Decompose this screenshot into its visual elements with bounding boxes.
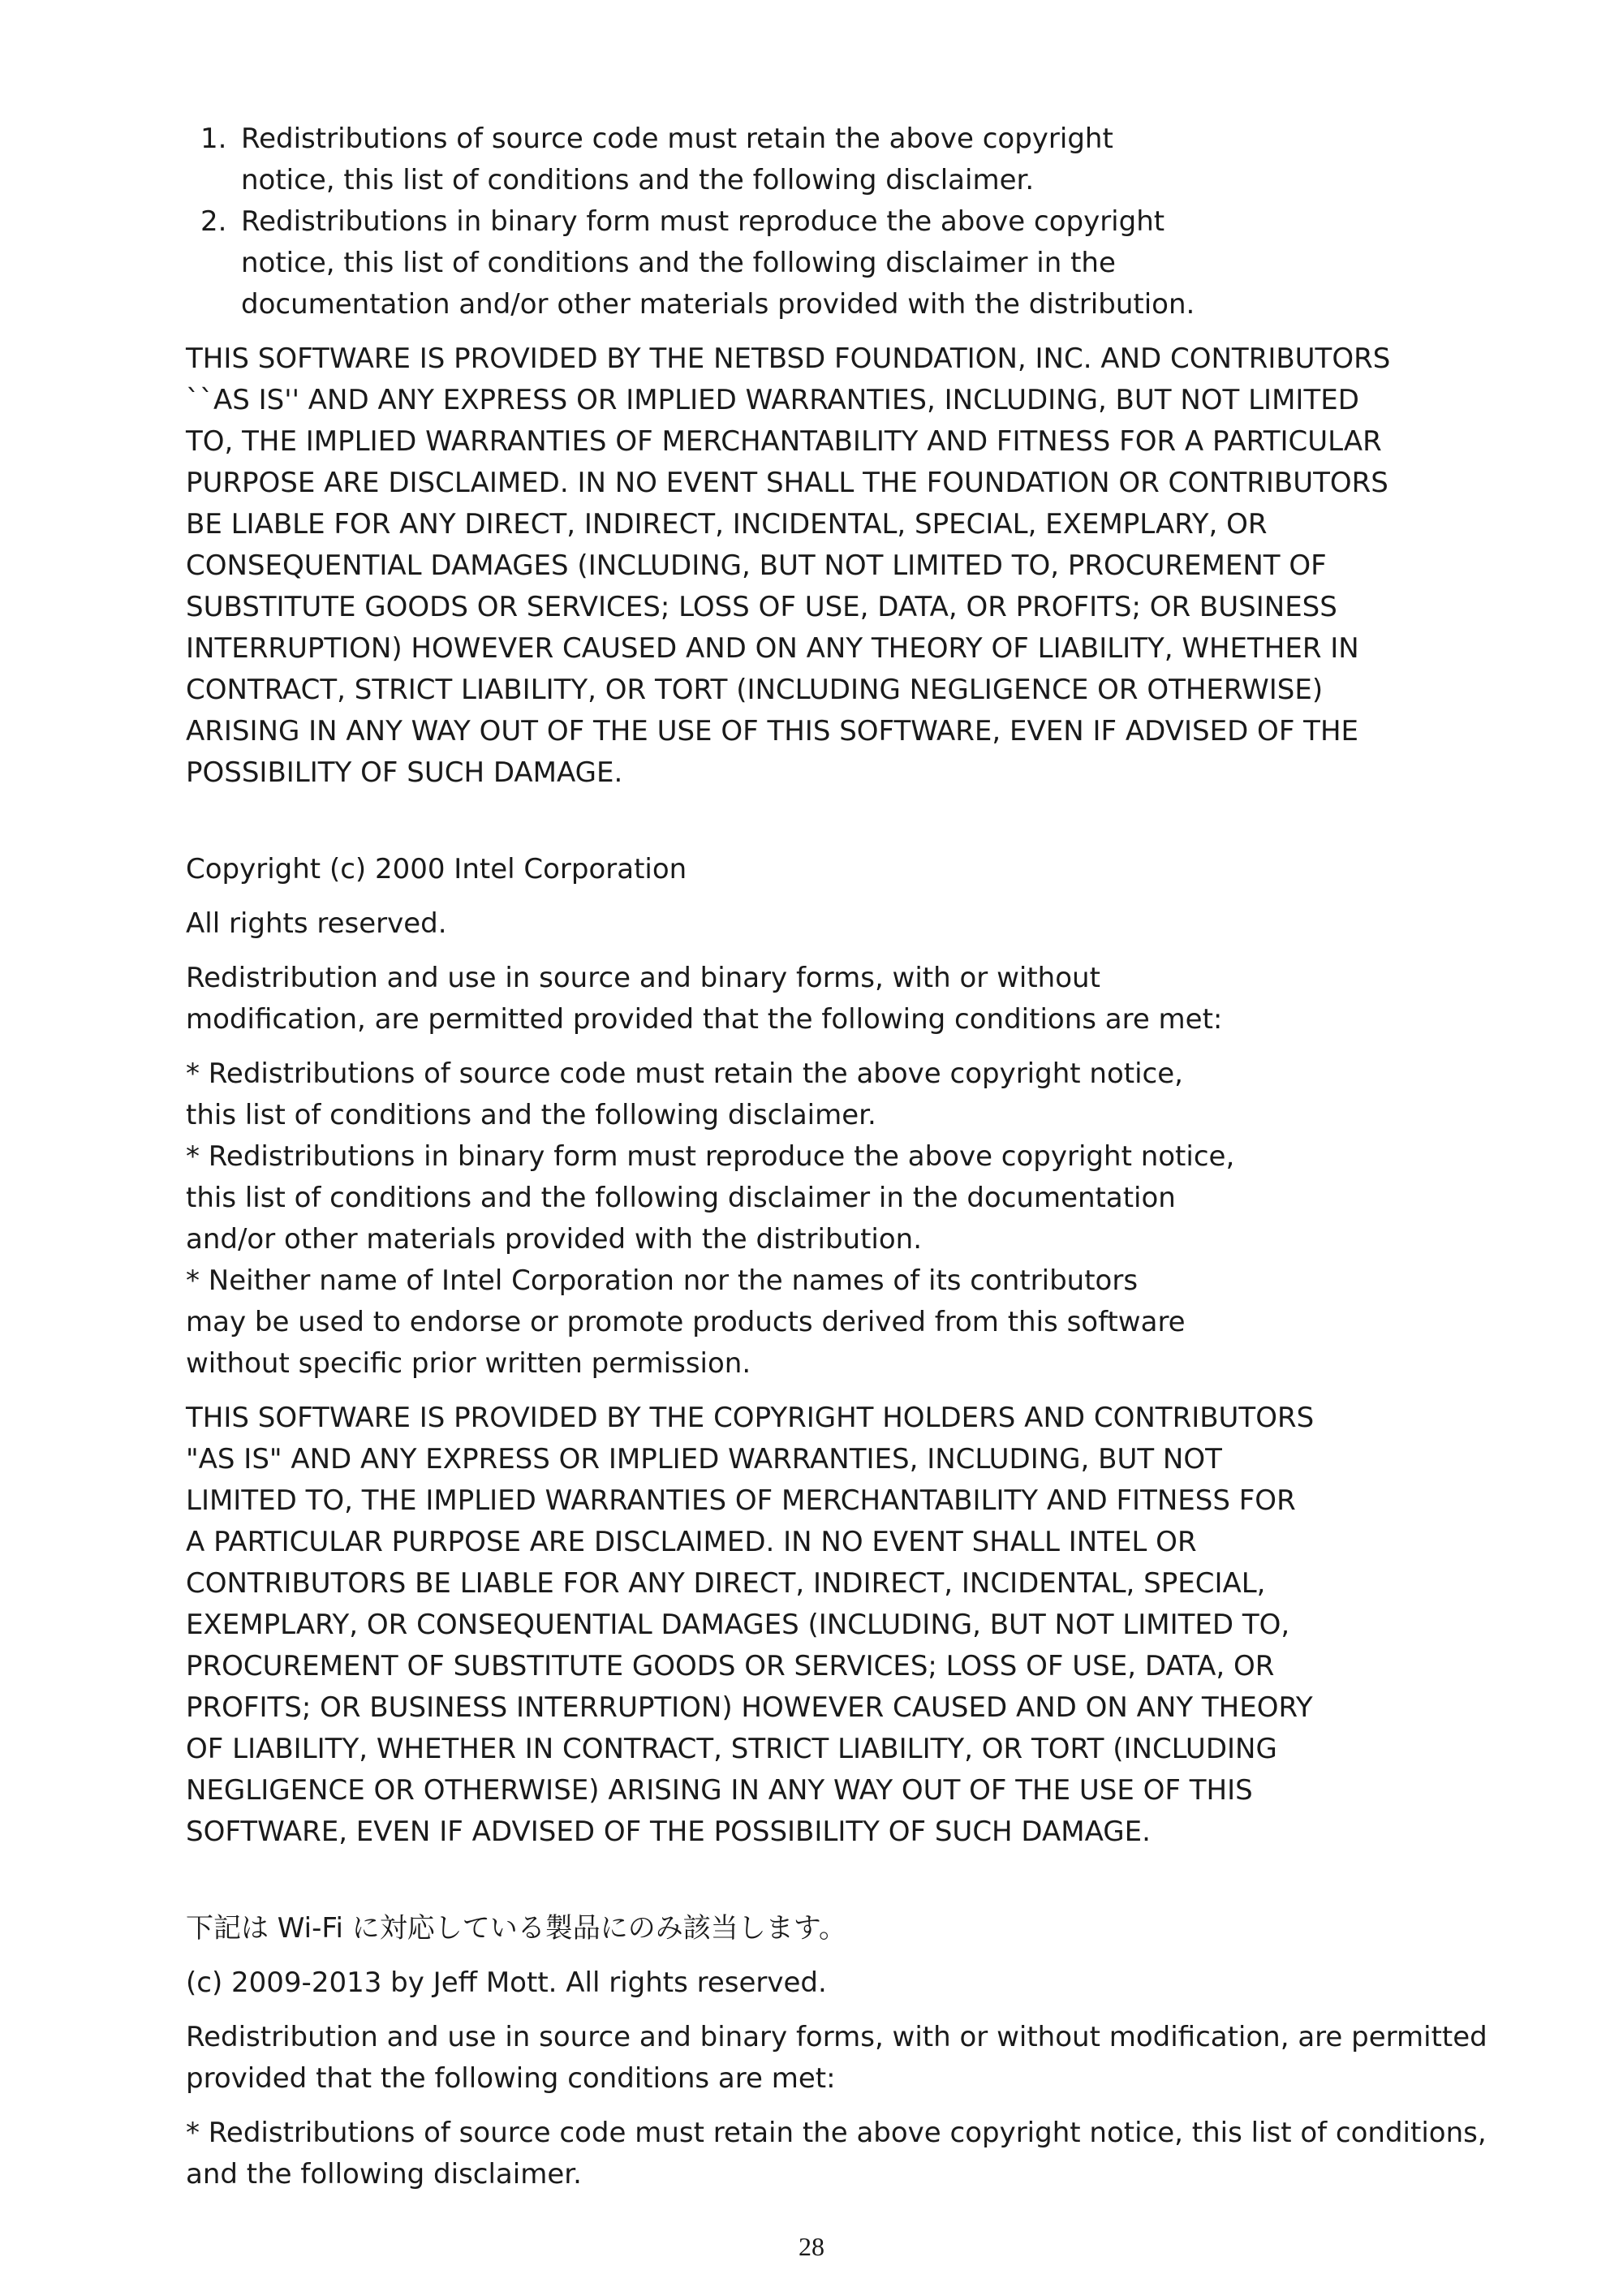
numbered-conditions-list — [186, 118, 1500, 325]
text-line: modification, are permitted provided that the following conditions are met: — [186, 1003, 1223, 1036]
text-line: POSSIBILITY OF SUCH DAMAGE. — [186, 756, 623, 789]
text-line: Redistributions in binary form must reproduce the above copyright — [241, 205, 1165, 238]
list-item — [186, 118, 1500, 201]
text-line: Redistributions of source code must retain the above copyright — [241, 123, 1113, 155]
wifi-redistribution — [186, 2017, 1500, 2100]
section-gap — [186, 1866, 1500, 1908]
text-line: TO, THE IMPLIED WARRANTIES OF MERCHANTABILITY AND FITNESS FOR A PARTICULAR — [186, 425, 1382, 458]
text-line: PROCUREMENT OF SUBSTITUTE GOODS OR SERVICES; LOSS OF USE, DATA, OR — [186, 1650, 1275, 1682]
text-line: without specific prior written permission. — [186, 1347, 751, 1380]
wifi-note — [186, 1908, 1500, 1949]
section-gap — [186, 807, 1500, 849]
text-line: * Redistributions in binary form must reproduce the above copyright notice, — [186, 1140, 1235, 1173]
text-line: A PARTICULAR PURPOSE ARE DISCLAIMED. IN NO EVENT SHALL INTEL OR — [186, 1526, 1197, 1558]
intel-rights — [186, 903, 1500, 945]
text-line: INTERRUPTION) HOWEVER CAUSED AND ON ANY THEORY OF LIABILITY, WHETHER IN — [186, 632, 1359, 665]
text-line: * Redistributions of source code must retain the above copyright notice, — [186, 1058, 1183, 1090]
text-line: EXEMPLARY, OR CONSEQUENTIAL DAMAGES (INCLUDING, BUT NOT LIMITED TO, — [186, 1609, 1290, 1641]
text-line: "AS IS" AND ANY EXPRESS OR IMPLIED WARRANTIES, INCLUDING, BUT NOT — [186, 1443, 1222, 1475]
list-item — [186, 201, 1500, 325]
text-line: THIS SOFTWARE IS PROVIDED BY THE NETBSD FOUNDATION, INC. AND CONTRIBUTORS — [186, 342, 1391, 375]
text-line: All rights reserved. — [186, 907, 447, 940]
intel-copyright — [186, 849, 1500, 890]
text-line: Redistribution and use in source and binary forms, with or without — [186, 962, 1100, 994]
list-item-number: 1. — [200, 123, 227, 155]
text-line: this list of conditions and the following disclaimer. — [186, 1099, 876, 1131]
text-line: NEGLIGENCE OR OTHERWISE) ARISING IN ANY WAY OUT OF THE USE OF THIS — [186, 1774, 1253, 1807]
text-line: notice, this list of conditions and the following disclaimer. — [241, 164, 1035, 196]
text-line: Copyright (c) 2000 Intel Corporation — [186, 853, 687, 885]
text-line: THIS SOFTWARE IS PROVIDED BY THE COPYRIGHT HOLDERS AND CONTRIBUTORS — [186, 1402, 1315, 1434]
text-line: * Redistributions of source code must retain the above copyright notice, this list of conditions, — [186, 2117, 1487, 2149]
text-line: documentation and/or other materials provided with the distribution. — [241, 288, 1195, 321]
text-line: CONTRACT, STRICT LIABILITY, OR TORT (INCLUDING NEGLIGENCE OR OTHERWISE) — [186, 674, 1324, 706]
document-body — [186, 118, 1500, 2208]
text-line: LIMITED TO, THE IMPLIED WARRANTIES OF MERCHANTABILITY AND FITNESS FOR — [186, 1484, 1296, 1517]
text-line: ARISING IN ANY WAY OUT OF THE USE OF THIS SOFTWARE, EVEN IF ADVISED OF THE — [186, 715, 1358, 747]
text-line: 下記は Wi-Fi に対応している製品にのみ該当します。 — [186, 1912, 847, 1945]
text-line: * Neither name of Intel Corporation nor the names of its contributors — [186, 1264, 1139, 1297]
netbsd-disclaimer — [186, 338, 1500, 794]
text-line: notice, this list of conditions and the following disclaimer in the — [241, 247, 1116, 279]
intel-disclaimer — [186, 1398, 1500, 1853]
wifi-copyright — [186, 1962, 1500, 2004]
text-line: PROFITS; OR BUSINESS INTERRUPTION) HOWEVER CAUSED AND ON ANY THEORY — [186, 1691, 1313, 1724]
text-line: this list of conditions and the following disclaimer in the documentation — [186, 1182, 1176, 1214]
intel-conditions — [186, 1053, 1500, 1385]
text-line: OF LIABILITY, WHETHER IN CONTRACT, STRICT LIABILITY, OR TORT (INCLUDING — [186, 1733, 1277, 1765]
page-number: 28 — [799, 2232, 824, 2261]
text-line: provided that the following conditions are met: — [186, 2062, 836, 2095]
text-line: SOFTWARE, EVEN IF ADVISED OF THE POSSIBILITY OF SUCH DAMAGE. — [186, 1816, 1151, 1848]
intel-redistribution — [186, 958, 1500, 1040]
text-line: and the following disclaimer. — [186, 2158, 582, 2190]
text-line: CONSEQUENTIAL DAMAGES (INCLUDING, BUT NOT LIMITED TO, PROCUREMENT OF — [186, 549, 1327, 582]
text-line: may be used to endorse or promote products derived from this software — [186, 1306, 1186, 1338]
text-line: (c) 2009-2013 by Jeff Mott. All rights reserved. — [186, 1966, 827, 1999]
text-line: BE LIABLE FOR ANY DIRECT, INDIRECT, INCIDENTAL, SPECIAL, EXEMPLARY, OR — [186, 508, 1268, 541]
text-line: PURPOSE ARE DISCLAIMED. IN NO EVENT SHALL THE FOUNDATION OR CONTRIBUTORS — [186, 467, 1388, 499]
text-line: and/or other materials provided with the distribution. — [186, 1223, 923, 1256]
text-line: Redistribution and use in source and binary forms, with or without modification, are permitted — [186, 2021, 1487, 2053]
text-line: ``AS IS'' AND ANY EXPRESS OR IMPLIED WARRANTIES, INCLUDING, BUT NOT LIMITED — [186, 384, 1359, 416]
text-line: CONTRIBUTORS BE LIABLE FOR ANY DIRECT, INDIRECT, INCIDENTAL, SPECIAL, — [186, 1567, 1266, 1600]
text-line: SUBSTITUTE GOODS OR SERVICES; LOSS OF USE, DATA, OR PROFITS; OR BUSINESS — [186, 591, 1337, 623]
wifi-conditions — [186, 2113, 1500, 2195]
list-item-number: 2. — [200, 205, 227, 238]
